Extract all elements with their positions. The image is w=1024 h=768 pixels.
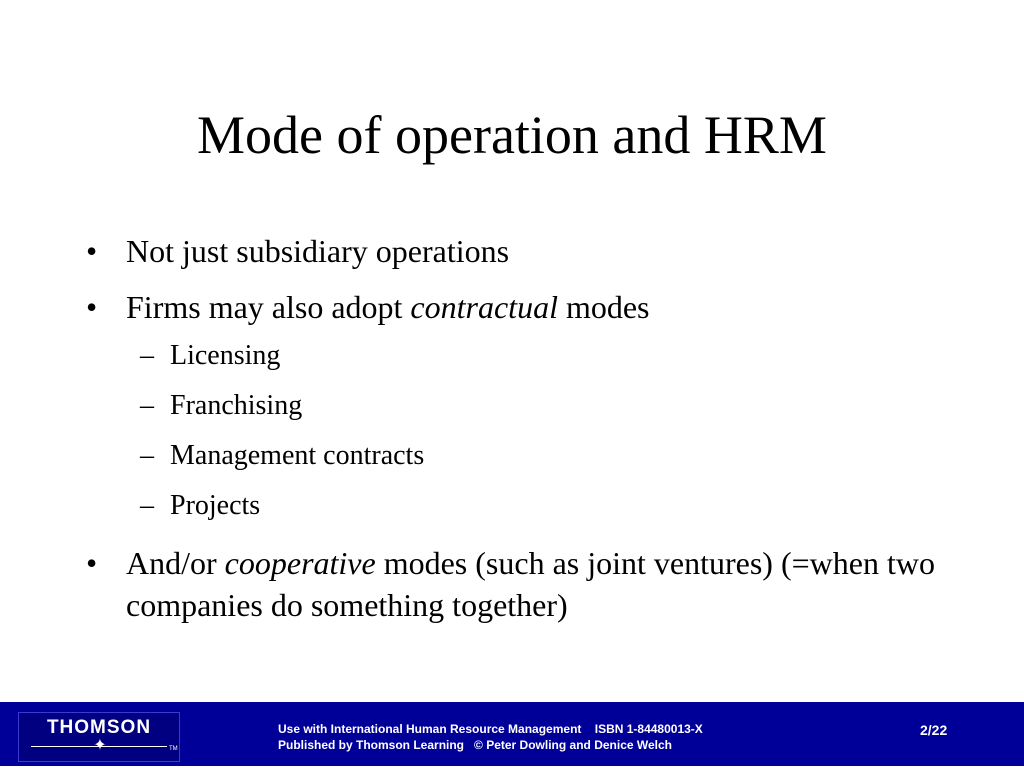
slide-content — [86, 230, 966, 640]
trademark-mark: TM — [169, 746, 178, 752]
footer-line-2: Published by Thomson Learning © Peter Dowling and Denice Welch — [278, 738, 673, 752]
bullet-text-emphasis: contractual — [410, 289, 558, 325]
bullet-text-pre: And/or — [126, 545, 225, 581]
sub-item — [86, 488, 966, 524]
bullet-text-post: modes (such as joint ventures) (=when two companies do something together) — [126, 545, 943, 623]
sub-marker: – — [140, 340, 154, 371]
sub-item — [86, 388, 966, 424]
sub-item — [86, 338, 966, 374]
star-icon: ✦ — [93, 737, 107, 754]
footer-line-1: Use with International Human Resource Management ISBN 1-84480013-X — [278, 722, 703, 736]
sub-item-text: Management contracts — [170, 440, 425, 471]
bullet-item — [86, 542, 966, 626]
bullet-text-emphasis: cooperative — [224, 545, 376, 581]
bullet-text-pre: Firms may also adopt — [126, 289, 411, 325]
sub-list — [86, 338, 966, 524]
slide-footer — [0, 702, 1024, 766]
sub-marker: – — [140, 440, 154, 471]
sub-item-text: Projects — [170, 490, 261, 521]
sub-marker: – — [140, 390, 154, 421]
bullet-marker: • — [86, 545, 98, 581]
bullet-text: Not just subsidiary operations — [126, 233, 510, 269]
bullet-marker: • — [86, 233, 98, 269]
page-number: 2/22 — [920, 722, 948, 738]
slide-title: Mode of operation and HRM — [197, 105, 827, 165]
bullet-item — [86, 230, 966, 272]
logo-text: THOMSON — [46, 717, 152, 738]
sub-item-text: Franchising — [170, 390, 303, 421]
bullet-text-post: modes — [557, 289, 650, 325]
sub-marker: – — [140, 490, 154, 521]
sub-item — [86, 438, 966, 474]
bullet-item — [86, 286, 966, 328]
sub-item-text: Licensing — [170, 340, 281, 371]
bullet-marker: • — [86, 289, 98, 325]
thomson-logo — [18, 712, 180, 762]
